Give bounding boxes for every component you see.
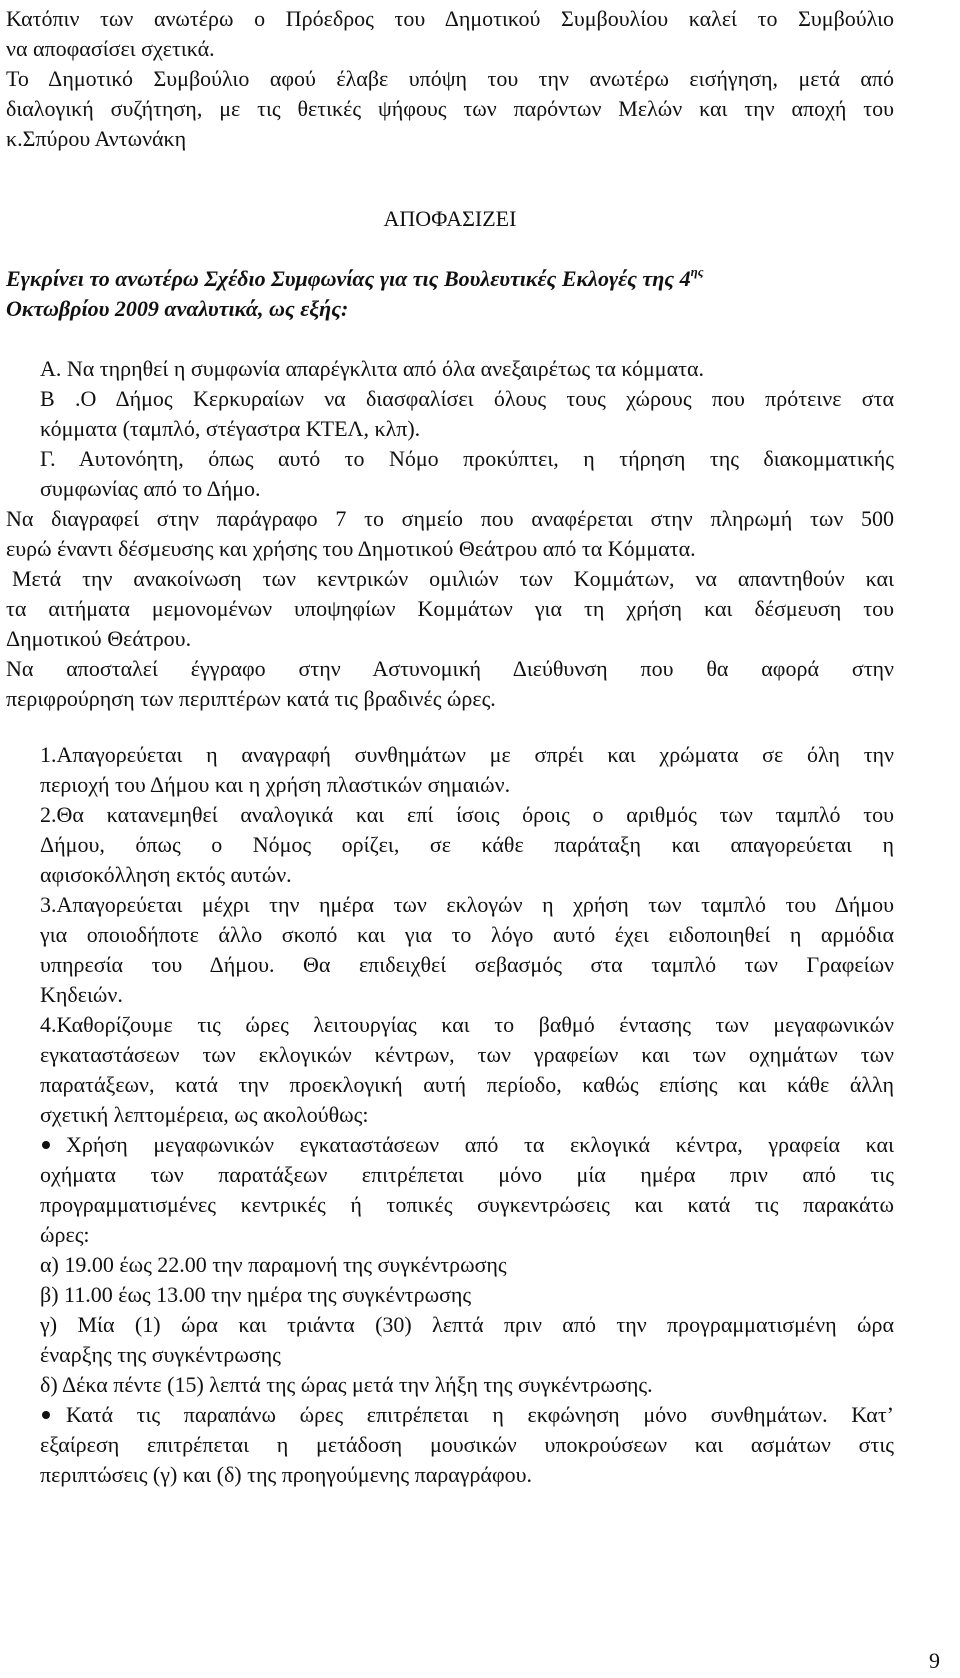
decision-heading: ΑΠΟΦΑΣΙΖΕΙ: [383, 206, 517, 231]
decision-line: Οκτωβρίου 2009 αναλυτικά, ως εξής:: [6, 296, 349, 321]
item-3: υπηρεσία του Δήμου. Θα επιδειχθεί σεβασμός στα ταμπλό των Γραφείων: [40, 952, 894, 977]
bullet-icon: [42, 1411, 50, 1419]
note-line: Μετά την ανακοίνωση των κεντρικών ομιλιών των Κομμάτων, να απαντηθούν και: [12, 566, 894, 591]
bullet-item: Χρήση μεγαφωνικών εγκαταστάσεων από τα εκλογικά κέντρα, γραφεία και: [66, 1132, 894, 1157]
item-2: αφισοκόλληση εκτός αυτών.: [40, 862, 292, 887]
decision-line: [6, 264, 704, 291]
item-4: εγκαταστάσεων των εκλογικών κέντρων, των γραφείων και των οχημάτων των: [40, 1042, 894, 1067]
intro-line: Το Δημοτικό Συμβούλιο αφού έλαβε υπόψη του την ανωτέρω εισήγηση, μετά από: [6, 66, 894, 91]
bullet-item: Κατά τις παραπάνω ώρες επιτρέπεται η εκφώνηση μόνο συνθημάτων. Κατ’: [66, 1402, 894, 1427]
point-a: Α. Να τηρηθεί η συμφωνία απαρέγκλιτα από όλα ανεξαιρέτως τα κόμματα.: [40, 356, 704, 381]
ordinal-suffix: ης: [690, 264, 704, 279]
item-1: περιοχή του Δήμου και η χρήση πλαστικών σημαιών.: [40, 772, 511, 797]
item-4: σχετική λεπτομέρεια, ως ακολούθως:: [40, 1102, 369, 1127]
time-item: δ) Δέκα πέντε (15) λεπτά της ώρας μετά την λήξη της συγκέντρωσης.: [40, 1372, 653, 1397]
item-4: 4.Καθορίζουμε τις ώρες λειτουργίας και το βαθμό έντασης των μεγαφωνικών: [40, 1012, 894, 1037]
bullet-icon: [42, 1141, 50, 1149]
item-1: 1.Απαγορεύεται η αναγραφή συνθημάτων με σπρέι και χρώματα σε όλη την: [40, 742, 894, 767]
bullet-item: ώρες:: [40, 1222, 90, 1247]
time-item: β) 11.00 έως 13.00 την ημέρα της συγκέντρωσης: [40, 1282, 472, 1307]
item-4: παρατάξεων, κατά την προεκλογική αυτή περίοδο, καθώς επίσης και κάθε άλλη: [40, 1072, 894, 1097]
point-b: κόμματα (ταμπλό, στέγαστρα ΚΤΕΛ, κλπ).: [40, 416, 421, 441]
item-3: 3.Απαγορεύεται μέχρι την ημέρα των εκλογών η χρήση των ταμπλό του Δήμου: [40, 892, 894, 917]
time-item: έναρξης της συγκέντρωσης: [40, 1342, 281, 1367]
bullet-item: περιπτώσεις (γ) και (δ) της προηγούμενης παραγράφου.: [40, 1462, 533, 1487]
point-c: συμφωνίας από το Δήμο.: [40, 476, 261, 501]
item-2: Δήμου, όπως ο Νόμος ορίζει, σε κάθε παράταξη και απαγορεύεται η: [40, 832, 894, 857]
item-3: για οποιοδήποτε άλλο σκοπό και για το λόγο αυτό έχει ειδοποιηθεί η αρμόδια: [40, 922, 894, 947]
intro-line: διαλογική συζήτηση, με τις θετικές ψήφους των παρόντων Μελών και την αποχή του: [6, 96, 894, 121]
bullet-item: εξαίρεση επιτρέπεται η μετάδοση μουσικών υποκρούσεων και ασμάτων στις: [40, 1432, 894, 1457]
point-c: Γ. Αυτονόητη, όπως αυτό το Νόμο προκύπτει, η τήρηση της διακομματικής: [40, 446, 894, 471]
note-line: τα αιτήματα μεμονομένων υποψηφίων Κομμάτων για τη χρήση και δέσμευση του: [6, 596, 894, 621]
note-line: Να αποσταλεί έγγραφο στην Αστυνομική Διεύθυνση που θα αφορά στην: [6, 656, 894, 681]
note-line: Δημοτικού Θεάτρου.: [6, 626, 192, 651]
decision-text: Εγκρίνει το ανωτέρω Σχέδιο Συμφωνίας για τις Βουλευτικές Εκλογές της 4: [6, 266, 691, 291]
intro-line: κ.Σπύρου Αντωνάκη: [6, 126, 187, 151]
intro-line: Κατόπιν των ανωτέρω ο Πρόεδρος του Δημοτικού Συμβουλίου καλεί το Συμβούλιο: [6, 6, 894, 31]
time-item: γ) Μία (1) ώρα και τριάντα (30) λεπτά πριν από την προγραμματισμένη ώρα: [40, 1312, 894, 1337]
note-line: ευρώ έναντι δέσμευσης και χρήσης του Δημοτικού Θεάτρου από τα Κόμματα.: [6, 536, 696, 561]
point-b: Β .Ο Δήμος Κερκυραίων να διασφαλίσει όλους τους χώρους που πρότεινε στα: [40, 386, 894, 411]
item-2: 2.Θα κατανεμηθεί αναλογικά και επί ίσοις όροις ο αριθμός των ταμπλό του: [40, 802, 894, 827]
bullet-item: οχήματα των παρατάξεων επιτρέπεται μόνο μία ημέρα πριν από τις: [40, 1162, 894, 1187]
bullet-item: προγραμματισμένες κεντρικές ή τοπικές συγκεντρώσεις και κατά τις παρακάτω: [40, 1192, 894, 1217]
page-number: 9: [929, 1648, 940, 1673]
item-3: Κηδειών.: [40, 982, 123, 1007]
intro-line: να αποφασίσει σχετικά.: [6, 36, 215, 61]
time-item: α) 19.00 έως 22.00 την παραμονή της συγκέντρωσης: [40, 1252, 507, 1277]
note-line: Να διαγραφεί στην παράγραφο 7 το σημείο που αναφέρεται στην πληρωμή των 500: [6, 506, 894, 531]
note-line: περιφρούρηση των περιπτέρων κατά τις βραδινές ώρες.: [6, 686, 496, 711]
